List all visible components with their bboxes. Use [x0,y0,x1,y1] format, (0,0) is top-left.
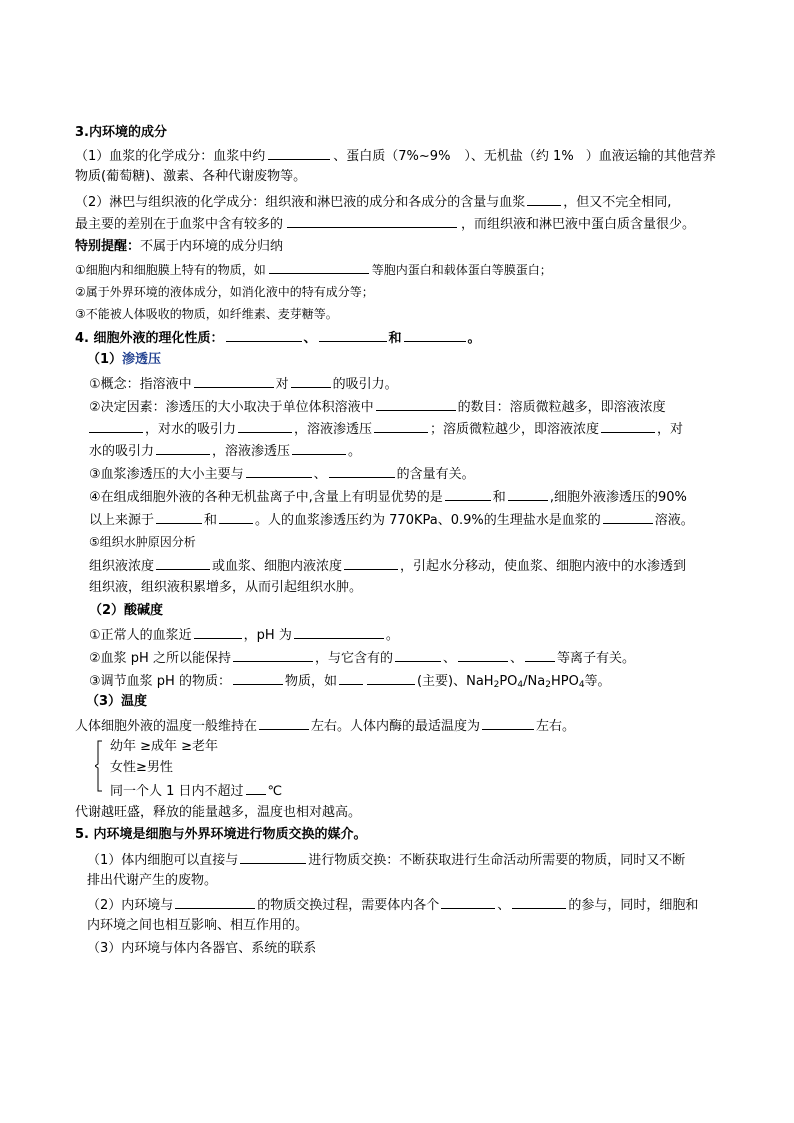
ph-line-1: ①正常人的血浆近 ，pH 为 。 [89,625,399,645]
temperature-metabolism-note: 代谢越旺盛，释放的能量越多，温度也相对越高。 [75,805,362,820]
osmotic-pressure-heading: （1）渗透压 [87,352,162,367]
blank [482,716,534,730]
blank [329,464,395,478]
blank [395,648,441,662]
temperature-daily-range: 同一个人 1 日内不超过 ℃ [110,781,282,801]
special-tip: 特别提醒：不属于内环境的成分归纳 [75,239,284,254]
blank [376,397,456,411]
blank [374,419,428,433]
section-4-title: 4. 细胞外液的理化性质： 、 和 。 [75,328,481,348]
blank [339,671,363,685]
osmotic-factor-line-2: ，对水的吸引力 ，溶液渗透压 ；溶质微粒越少，即溶液浓度 ，对 [89,419,683,439]
exchange-line-5: （3）内环境与体内各器官、系统的联系 [87,941,317,956]
blank [512,895,566,909]
tip-item-3: ③不能被人体吸收的物质，如纤维素、麦芽糖等。 [75,307,338,321]
edema-line-2: 组织液，组织液积累增多，从而引起组织水肿。 [89,580,363,595]
blank [445,487,491,501]
blank [246,464,312,478]
blank [268,146,330,160]
blank [175,895,255,909]
blank [156,510,202,524]
blank [89,419,143,433]
lymph-composition-line-2: 最主要的差别在于血浆中含有较多的 ，而组织液和淋巴液中蛋白质含量很少。 [75,214,695,234]
exchange-line-3: （2）内环境与 的物质交换过程，需要体内各个 、 的参与，同时，细胞和 [87,895,698,915]
tip-item-2: ②属于外界环境的液体成分，如消化液中的特有成分等； [75,285,374,299]
lymph-composition-line: （2）淋巴与组织液的化学成分：组织液和淋巴液的成分和各成分的含量与血浆 ，但又不完全相同, [75,192,671,212]
blank [441,895,495,909]
temperature-line-1: 人体细胞外液的温度一般维持在 左右。人体内酶的最适温度为 左右。 [75,716,575,736]
osmotic-factor-line-3: 水的吸引力 ，溶液渗透压 。 [89,441,361,461]
blank [294,625,384,639]
blank [508,487,548,501]
blank [238,419,292,433]
edema-line-1: 组织液浓度 或血浆、细胞内液浓度 ，引起水分移动，使血浆、细胞内液中的水渗透到 [89,556,686,576]
blank [292,441,346,455]
blank [525,648,555,662]
exchange-line-4: 内环境之间也相互影响、相互作用的。 [87,918,309,933]
blank [233,648,313,662]
temperature-heading: （3）温度 [86,694,148,709]
temperature-age-compare: 幼年 ≥成年 ≥老年 [110,739,219,754]
blank [226,328,302,342]
ion-line-1: ④在组成细胞外液的各种无机盐离子中,含量上有明显优势的是 和 ,细胞外液渗透压的90% [89,487,687,507]
osmotic-factor-line-1: ②决定因素：渗透压的大小取决于单位体积溶液中 的数目：溶质微粒越多，即溶液浓度 [89,397,666,417]
plasma-composition-line-2: 物质(葡萄糖)、激素、各种代谢废物等。 [75,169,307,184]
blank [156,556,210,570]
edema-heading: ⑤组织水肿原因分析 [89,535,196,549]
blank [269,260,369,274]
blank [344,556,398,570]
blank [194,374,274,388]
tip-item-1: ①细胞内和细胞膜上特有的物质，如 等胞内蛋白和载体蛋白等膜蛋白； [75,260,552,279]
plasma-composition-line: （1）血浆的化学成分：血浆中约 、蛋白质（7%~9% ）、无机盐（约 1% ）血液运输的其他营养 [75,146,716,166]
plasma-osmotic-factors: ③血浆渗透压的大小主要与 、 的含量有关。 [89,464,475,484]
ion-line-2: 以上来源于 和 。人的血浆渗透压约为 770KPa、0.9%的生理盐水是血浆的 溶液。 [89,510,694,530]
osmotic-concept: ①概念：指溶液中 对 的吸引力。 [89,374,398,394]
section-5-title: 5. 内环境是细胞与外界环境进行物质交换的媒介。 [75,827,367,842]
blank [156,441,210,455]
ph-heading: （2）酸碱度 [89,603,164,618]
exchange-line-2: 排出代谢产生的废物。 [87,873,218,888]
blank [291,374,331,388]
blank [219,510,253,524]
blank [404,328,466,342]
brace-bracket [95,740,103,792]
blank [527,192,561,206]
ph-line-2: ②血浆 pH 之所以能保持 ，与它含有的 、 、 等离子有关。 [89,648,635,668]
ph-line-3: ③调节血浆 pH 的物质： 物质，如 (主要)、$NaH_2PO_4/Na_2HPO_4$等。 [89,671,611,691]
blank [246,781,266,795]
blank [458,648,508,662]
temperature-sex-compare: 女性≥男性 [110,760,173,775]
blank [259,716,309,730]
exchange-line-1: （1）体内细胞可以直接与 进行物质交换：不断获取进行生命活动所需要的物质，同时又不断 [87,850,685,870]
blank [603,510,653,524]
section-3-title: 3.内环境的成分 [75,125,167,140]
blank [601,419,655,433]
blank [240,850,306,864]
blank [194,625,242,639]
blank [319,328,387,342]
blank [233,671,283,685]
blank [287,214,457,228]
blank [367,671,415,685]
